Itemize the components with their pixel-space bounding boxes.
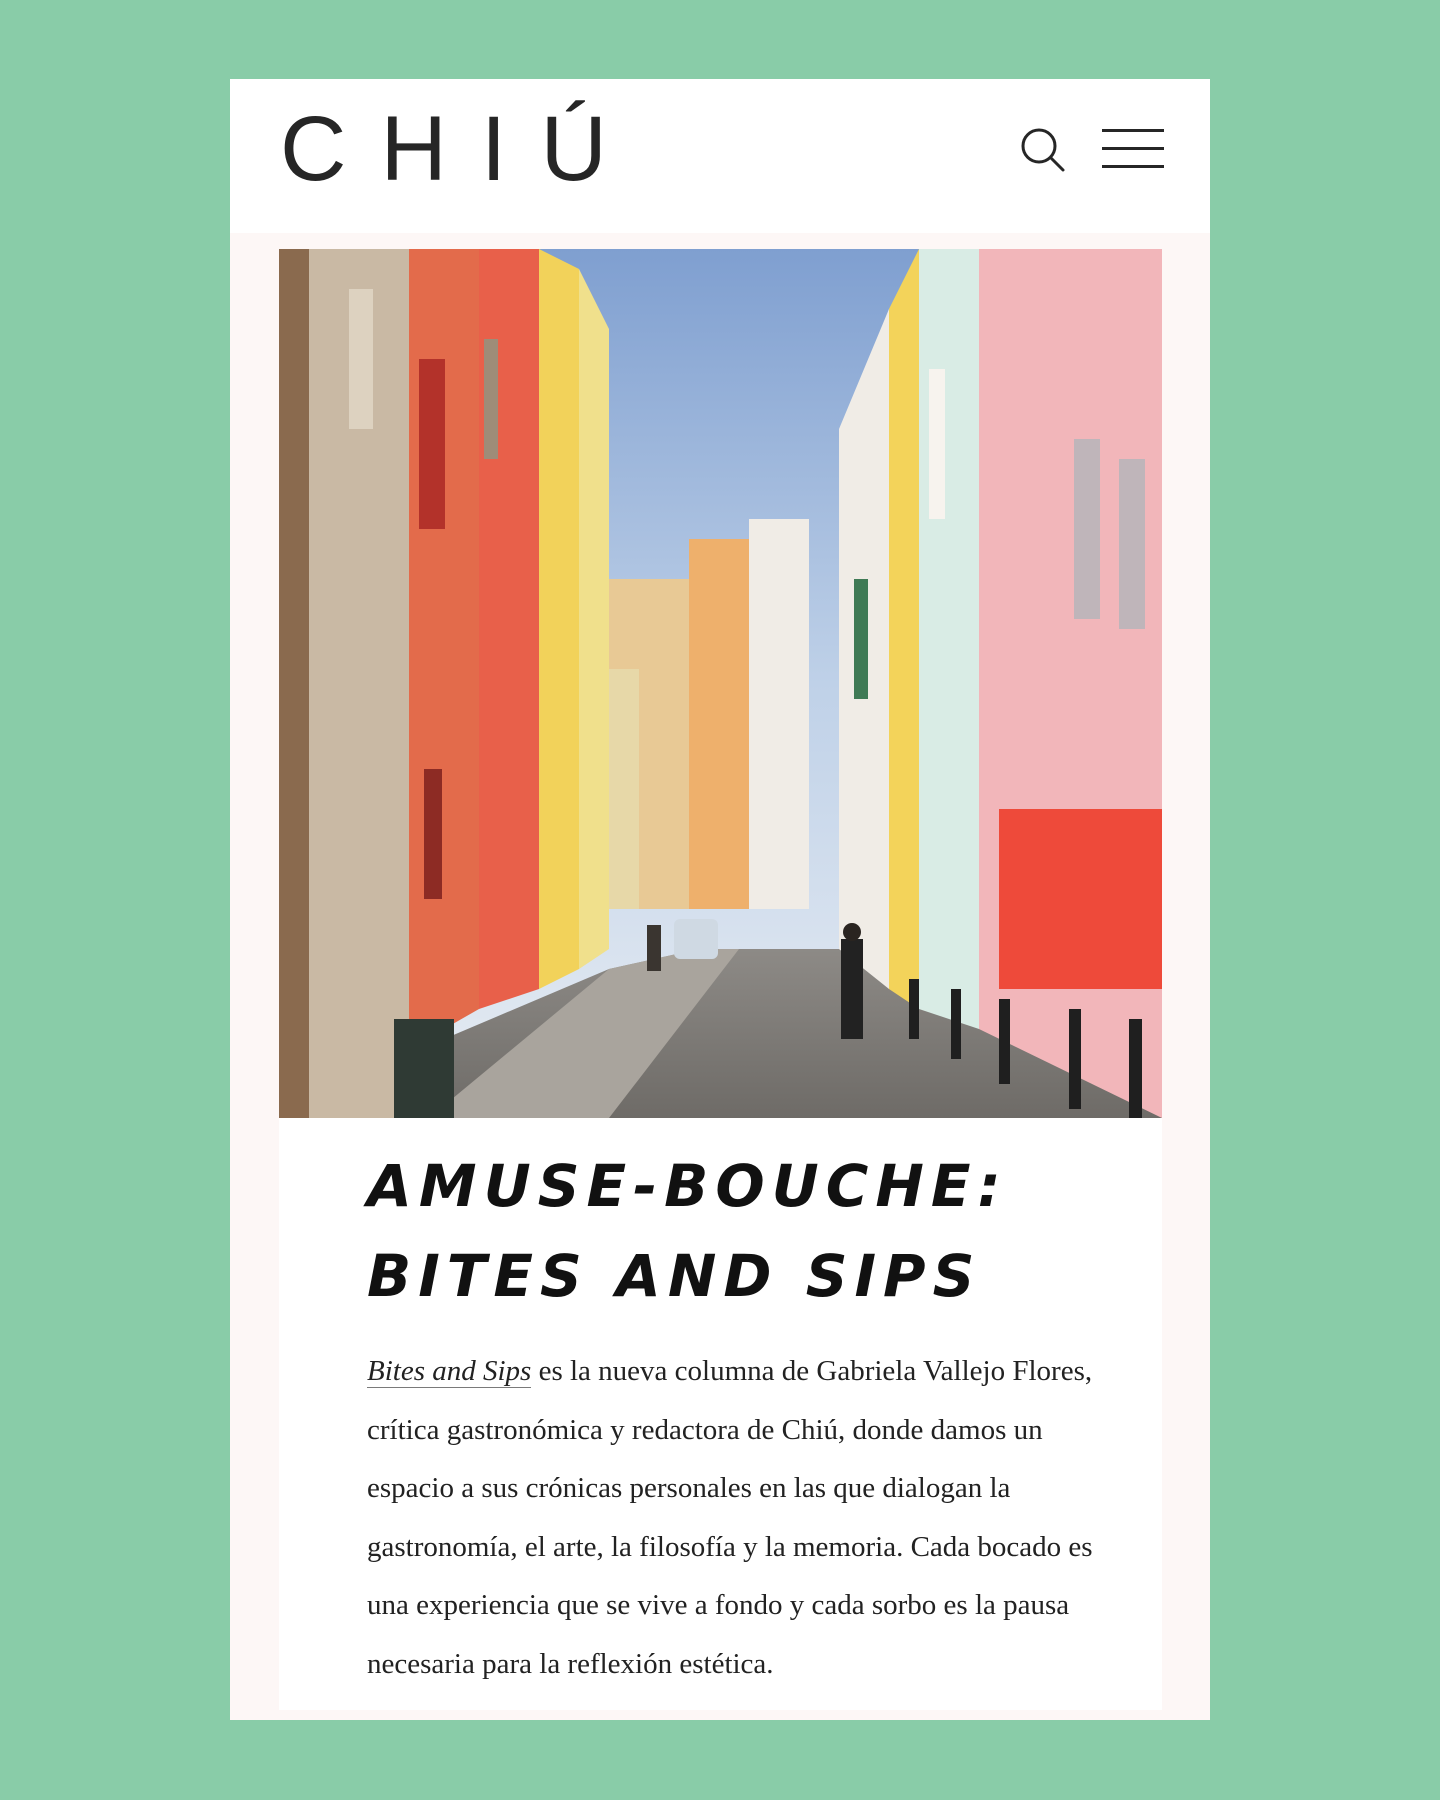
page-frame: [230, 79, 1210, 1720]
site-logo[interactable]: CHIÚ: [280, 98, 641, 200]
article-title: [367, 1141, 1008, 1321]
menu-icon[interactable]: [1102, 127, 1164, 171]
article-body: es la nueva columna de Gabriela Vallejo Flores, crítica gastronómica y redactora de Chiú, donde damos un espacio a sus crónicas personales en las que dialogan la gastronomía, el arte, la filosofía y la memoria. Cada bocado es una experiencia que se vive a fondo y cada sorbo es la pausa necesaria para la reflexión estética.: [367, 1355, 1093, 1680]
title-line-2: BITES AND SIPS: [367, 1242, 982, 1310]
title-line-1: AMUSE-BOUCHE:: [367, 1152, 1008, 1220]
site-header: [230, 79, 1210, 233]
hero-image: [279, 249, 1162, 1118]
column-name-link[interactable]: Bites and Sips: [367, 1355, 532, 1387]
article-intro: [367, 1342, 1107, 1693]
search-icon[interactable]: [1018, 125, 1068, 175]
